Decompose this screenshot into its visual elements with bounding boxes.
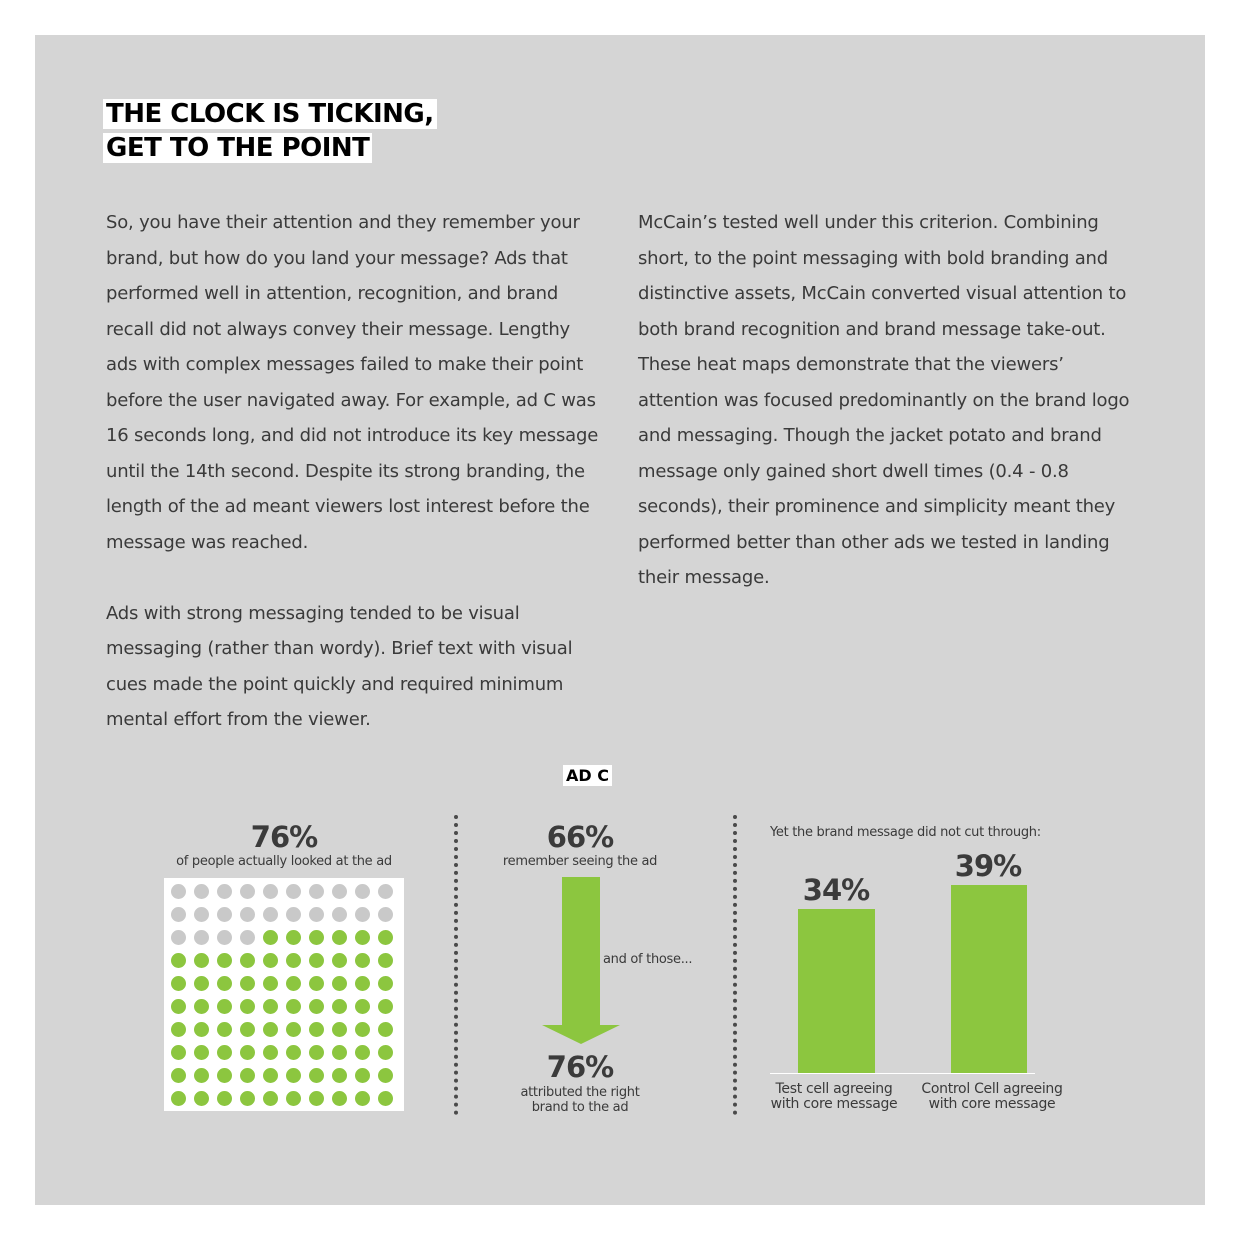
attention-dot: [217, 884, 232, 899]
attention-dot: [355, 1022, 370, 1037]
attention-dot: [194, 884, 209, 899]
bar-control-label-line-1: Control Cell agreeing: [921, 1081, 1063, 1097]
right-paragraph-1: McCain’s tested well under this criterion. Combining short, to the point messaging with bold branding and distinctive assets, McCain converted visual attention to both brand recognition and brand message take-out. These heat maps demonstrate that the viewers’ attention was focused predominantly on the brand logo and messaging. Though the jacket potato and brand message only gained short dwell times (0.4 - 0.8 seconds), their prominence and simplicity meant they performed better than other ads we tested in landing their message.: [638, 212, 1130, 588]
attention-dot: [263, 884, 278, 899]
attention-dot: [309, 999, 324, 1014]
attention-dot: [378, 1068, 393, 1083]
attention-dot: [240, 953, 255, 968]
attention-dot: [378, 1091, 393, 1106]
left-column: [106, 205, 606, 773]
attention-dot: [217, 930, 232, 945]
attention-dot: [194, 1045, 209, 1060]
attention-dot: [332, 999, 347, 1014]
attention-dot: [332, 976, 347, 991]
attention-dot-grid: [164, 878, 404, 1111]
attention-dot: [194, 976, 209, 991]
attention-dot: [378, 907, 393, 922]
attention-dot: [194, 1068, 209, 1083]
attention-dot: [240, 884, 255, 899]
attention-dot: [263, 930, 278, 945]
attention-dot: [378, 999, 393, 1014]
page-title: [103, 97, 437, 165]
bar-test-value-label: 34%: [802, 873, 870, 907]
looked-percent: 76%: [250, 820, 318, 854]
attention-dot: [217, 1068, 232, 1083]
title-line-2: GET TO THE POINT: [103, 133, 372, 163]
attributed-caption-line-2: brand to the ad: [531, 1100, 629, 1115]
attention-dot: [171, 1091, 186, 1106]
attention-dot: [240, 1068, 255, 1083]
attention-dot: [309, 1045, 324, 1060]
attention-dot: [171, 976, 186, 991]
attention-dot: [355, 1045, 370, 1060]
attention-dot: [217, 1045, 232, 1060]
attention-dot: [171, 907, 186, 922]
attention-dot: [355, 999, 370, 1014]
chart-baseline: [770, 1073, 1035, 1074]
attention-dot: [309, 907, 324, 922]
title-line-1: THE CLOCK IS TICKING,: [103, 99, 437, 129]
attention-dot: [263, 1022, 278, 1037]
attention-dot: [378, 1045, 393, 1060]
attention-dot: [240, 1091, 255, 1106]
ad-label: AD C: [563, 765, 612, 786]
attention-dot: [355, 907, 370, 922]
attention-dot: [378, 930, 393, 945]
attention-dot: [171, 930, 186, 945]
attention-dot: [286, 907, 301, 922]
attention-dot: [171, 1068, 186, 1083]
attention-dot: [378, 1022, 393, 1037]
attention-dot: [194, 1091, 209, 1106]
attention-dot: [240, 1022, 255, 1037]
attributed-percent: 76%: [546, 1050, 614, 1084]
bar-control-cell: [951, 885, 1027, 1073]
attention-dot: [286, 953, 301, 968]
attention-dot: [217, 1022, 232, 1037]
attention-dot: [194, 930, 209, 945]
attention-dot: [263, 1068, 278, 1083]
attention-dot: [355, 953, 370, 968]
attention-dot: [171, 1022, 186, 1037]
attention-dot: [309, 1022, 324, 1037]
attention-dot: [286, 999, 301, 1014]
attention-dot: [309, 930, 324, 945]
bar-control-label-line-2: with core message: [928, 1096, 1056, 1112]
remember-percent: 66%: [546, 820, 614, 854]
attention-dot: [378, 976, 393, 991]
attention-dot: [286, 1045, 301, 1060]
attention-dot: [355, 884, 370, 899]
attention-dot: [378, 953, 393, 968]
attention-dot: [194, 953, 209, 968]
attention-dot: [171, 953, 186, 968]
attention-dot: [378, 884, 393, 899]
attention-dot: [240, 976, 255, 991]
attention-dot: [309, 1091, 324, 1106]
attention-dot: [217, 907, 232, 922]
attention-dot: [355, 976, 370, 991]
bar-test-cell: [798, 909, 875, 1073]
attention-dot: [286, 884, 301, 899]
looked-caption: of people actually looked at the ad: [176, 854, 392, 869]
attention-dot: [263, 1091, 278, 1106]
attention-dot: [286, 976, 301, 991]
attention-dot: [332, 907, 347, 922]
attention-dot: [332, 953, 347, 968]
attention-dot: [240, 907, 255, 922]
left-paragraph-2: Ads with strong messaging tended to be visual messaging (rather than wordy). Brief text with visual cues made the point quickly and required minimum mental effort from the viewer.: [106, 602, 573, 730]
attention-dot: [263, 999, 278, 1014]
attention-dot: [263, 953, 278, 968]
attention-dot: [309, 884, 324, 899]
attention-dot: [332, 1022, 347, 1037]
attention-dot: [286, 1068, 301, 1083]
message-intro: Yet the brand message did not cut through:: [770, 825, 1041, 840]
attention-dot: [309, 976, 324, 991]
attention-dot: [332, 884, 347, 899]
attention-dot: [171, 999, 186, 1014]
attention-dot: [194, 999, 209, 1014]
attention-dot: [194, 907, 209, 922]
bar-test-label-line-1: Test cell agreeing: [775, 1081, 893, 1097]
attention-dot: [240, 1045, 255, 1060]
divider-1: [454, 815, 458, 1115]
attention-dot: [171, 1045, 186, 1060]
attributed-caption-line-1: attributed the right: [520, 1085, 640, 1100]
attention-dot: [263, 1045, 278, 1060]
attention-dot: [332, 930, 347, 945]
attention-dot: [309, 953, 324, 968]
attention-dot: [217, 976, 232, 991]
bar-test-label-line-2: with core message: [770, 1096, 898, 1112]
remember-caption: remember seeing the ad: [502, 854, 658, 869]
funnel-middle-text: and of those...: [603, 952, 693, 967]
attention-dot: [355, 1091, 370, 1106]
attention-dot: [309, 1068, 324, 1083]
attention-dot: [240, 999, 255, 1014]
attention-dot: [240, 930, 255, 945]
right-column: [638, 205, 1148, 631]
bar-control-value-label: 39%: [954, 849, 1022, 883]
attention-dot: [286, 1091, 301, 1106]
attention-dot: [286, 1022, 301, 1037]
attention-dot: [332, 1091, 347, 1106]
attention-dot: [263, 976, 278, 991]
attention-dot: [332, 1045, 347, 1060]
attention-dot: [332, 1068, 347, 1083]
attention-dot: [217, 999, 232, 1014]
attention-dot: [263, 907, 278, 922]
attention-dot: [194, 1022, 209, 1037]
left-paragraph-1: So, you have their attention and they remember your brand, but how do you land your message? Ads that performed well in attention, recognition, and brand recall did not always convey their message. Lengthy ads with complex messages failed to make their point before the user navigated away. For example, ad C was 16 seconds long, and did not introduce its key message until the 14th second. Despite its strong branding, the length of the ad meant viewers lost interest before the message was reached.: [106, 212, 599, 553]
attention-dot: [217, 1091, 232, 1106]
attention-dot: [355, 1068, 370, 1083]
attention-dot: [171, 884, 186, 899]
divider-2: [733, 815, 737, 1115]
attention-dot: [217, 953, 232, 968]
attention-dot: [355, 930, 370, 945]
attention-dot: [286, 930, 301, 945]
